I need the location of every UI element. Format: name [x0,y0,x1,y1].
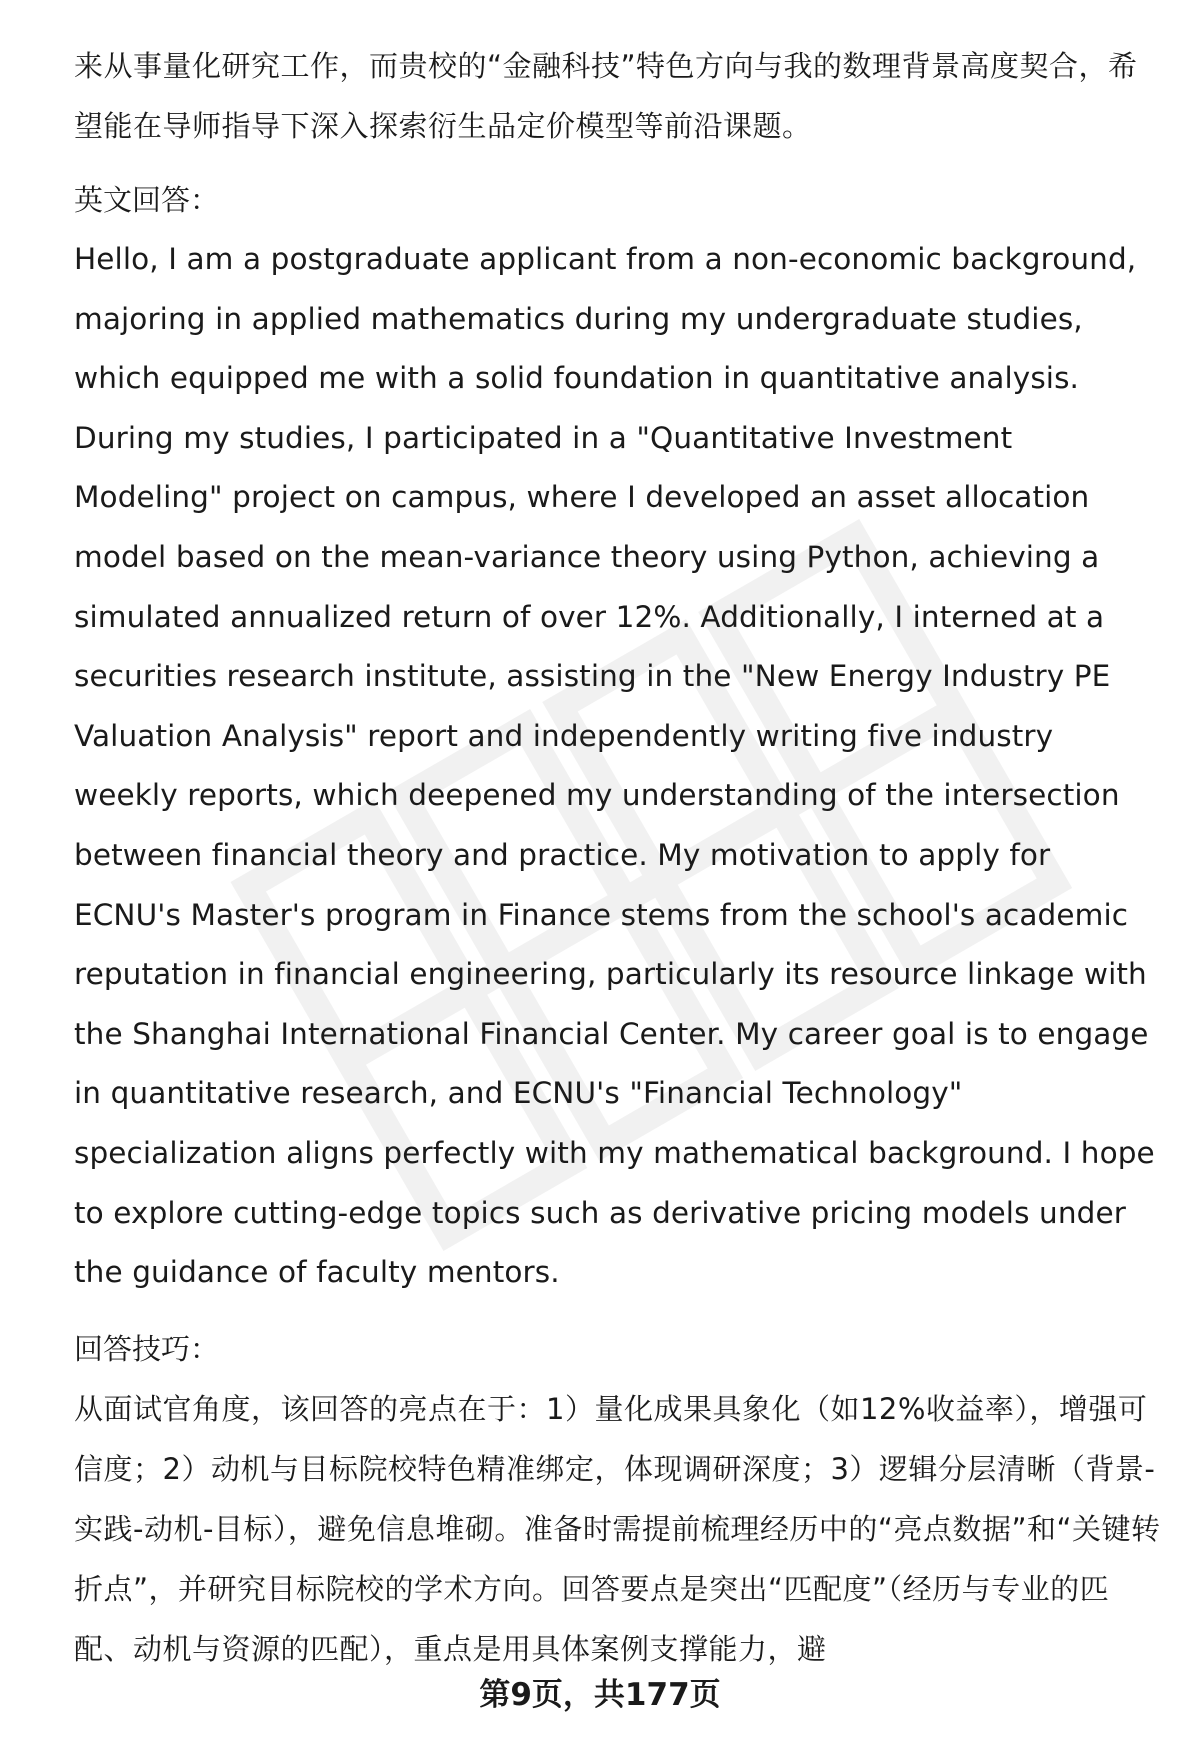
document-body [74,36,1164,1679]
english-answer-heading: 英文回答： [74,183,220,217]
english-answer-paragraph: Hello, I am a postgraduate applicant from a non-economic background, majoring in applied mathematics during my undergraduate studies, which equipped me with a solid foundation in quantitative analysis. During my studies, I participated in a "Quantitative Investment Modeling" project on campus, where I developed an asset allocation model based on the mean-variance theory using Python, achieving a simulated annualized return of over 12%. Additionally, I interned at a securities research institute, assisting in the "New Energy Industry PE Valuation Analysis" report and independently writing five industry weekly reports, which deepened my understanding of the intersection between financial theory and practice. My motivation to apply for ECNU's Master's program in Finance stems from the school's academic reputation in financial engineering, particularly its resource linkage with the Shanghai International Financial Center. My career goal is to engage in quantitative research, and ECNU's "Financial Technology" specialization aligns perfectly with my mathematical background. I hope to explore cutting-edge topics such as derivative pricing models under the guidance of faculty mentors. [74,242,1155,1290]
intro-paragraph: 来从事量化研究工作，而贵校的“金融科技”特色方向与我的数理背景高度契合，希望能在导师指导下深入探索衍生品定价模型等前沿课题。 [74,49,1138,143]
page-number-footer: 第9页，共177页 [479,1677,721,1713]
answer-tips-paragraph: 从面试官角度，该回答的亮点在于：1）量化成果具象化（如12%收益率），增强可信度；2）动机与目标院校特色精准绑定，体现调研深度；3）逻辑分层清晰（背景-实践-动机-目标），避免信息堆砌。准备时需提前梳理经历中的“亮点数据”和“关键转折点”，并研究目标院校的学术方向。回答要点是突出“匹配度”（经历与专业的匹配、动机与资源的匹配），重点是用具体案例支撑能力，避 [74,1391,1161,1666]
answer-tips-heading: 回答技巧： [74,1331,220,1366]
